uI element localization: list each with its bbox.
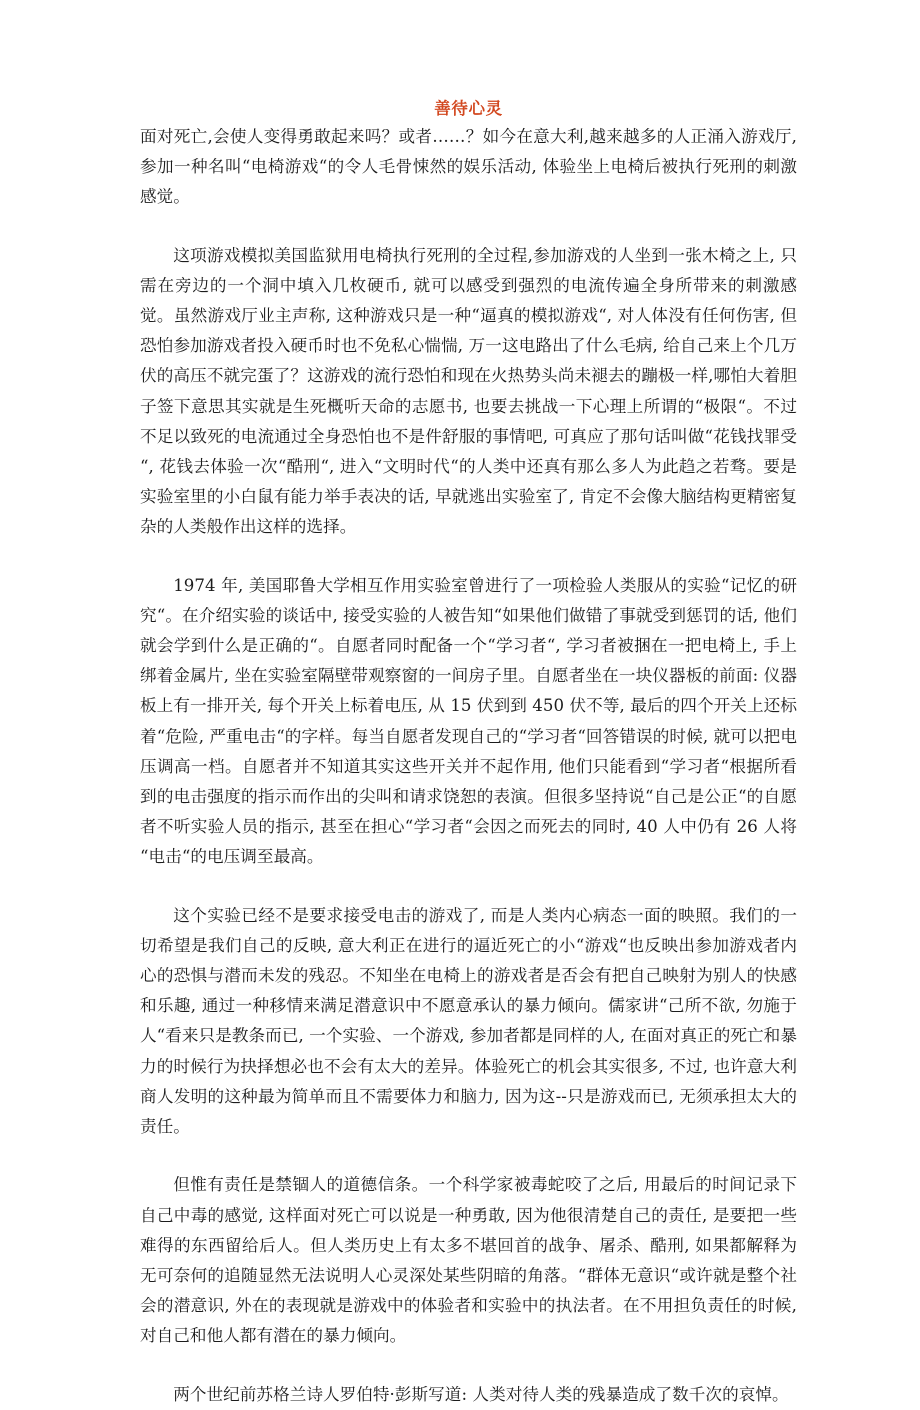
paragraph-4: 这个实验已经不是要求接受电击的游戏了, 而是人类内心病态一面的映照。我们的一切希望是我们自己的反映, 意大利正在进行的逼近死亡的小“游戏“也反映出参加游戏者内心的恐惧与潜而未发的残忍。不知坐在电椅上的游戏者是否会有把自己映射为别人的快感和乐趣, 通过一种移情来满足潜意识中不愿意承认的暴力倾向。儒家讲“己所不欲, 勿施于人“看来只是教条而已, 一个实验、一个游戏, 参加者都是同样的人, 在面对真正的死亡和暴力的时候行为抉择想必也不会有太大的差异。体验死亡的机会其实很多, 不过, 也许意大利商人发明的这种最为简单而且不需要体力和脑力, 因为这--只是游戏而已, 无须承担太大的责任。 bbox=[140, 905, 797, 1137]
paragraph-2: 这项游戏模拟美国监狱用电椅执行死刑的全过程,参加游戏的人坐到一张木椅之上, 只需在旁边的一个洞中填入几枚硬币, 就可以感受到强烈的电流传遍全身所带来的刺激感觉。虽然游戏厅业主声称, 这种游戏只是一种“逼真的模拟游戏“, 对人体没有任何伤害, 但恐怕参加游戏者投入硬币时也不免私心惴惴, 万一这电路出了什么毛病, 给自己来上个几万伏的高压不就完蛋了？这游戏的流行恐怕和现在火热势头尚未褪去的蹦极一样,哪怕大着胆子签下意思其实就是生死概听天命的志愿书, 也要去挑战一下心理上所谓的“极限“。不过不足以致死的电流通过全身恐怕也不是件舒服的事情吧, 可真应了那句话叫做“花钱找罪受“, 花钱去体验一次“酷刑“, 进入“文明时代“的人类中还真有那么多人为此趋之若骛。要是实验室里的小白鼠有能力举手表决的话, 早就逃出实验室了, 肯定不会像大脑结构更精密复杂的人类般作出这样的选择。 bbox=[140, 245, 797, 537]
paragraph-5: 但惟有责任是禁锢人的道德信条。一个科学家被毒蛇咬了之后, 用最后的时间记录下自己中毒的感觉, 这样面对死亡可以说是一种勇敢, 因为他很清楚自己的责任, 是要把一些难得的东西留给后人。但人类历史上有太多不堪回首的战争、屠杀、酷刑, 如果都解释为无可奈何的追随显然无法说明人心灵深处某些阴暗的角落。“群体无意识“或许就是整个社会的潜意识, 外在的表现就是游戏中的体验者和实验中的执法者。在不用担负责任的时候, 对自己和他人都有潜在的暴力倾向。 bbox=[140, 1175, 797, 1346]
paragraph-3: 1974 年, 美国耶鲁大学相互作用实验室曾进行了一项检验人类服从的实验“记忆的研究“。在介绍实验的谈话中, 接受实验的人被告知“如果他们做错了事就受到惩罚的话, 他们就会学到什么是正确的“。自愿者同时配备一个“学习者“, 学习者被捆在一把电椅上, 手上绑着金属片, 坐在实验室隔壁带观察窗的一间房子里。自愿者坐在一块仪器板的前面: 仪器板上有一排开关, 每个开关上标着电压, 从 15 伏到到 450 伏不等, 最后的四个开关上还标着“危险, 严重电击“的字样。每当自愿者发现自己的“学习者“回答错误的时候, 就可以把电压调高一档。自愿者并不知道其实这些开关并不起作用, 他们只能看到“学习者“根据所看到的电击强度的指示而作出的尖叫和请求饶恕的表演。但很多坚持说“自己是公正“的自愿者不听实验人员的指示, 甚至在担心“学习者“会因之而死去的同时, 40 人中仍有 26 人将“电击“的电压调至最高。 bbox=[140, 575, 797, 867]
paragraph-1: 面对死亡,会使人变得勇敢起来吗？或者……？如今在意大利,越来越多的人正涌入游戏厅,参加一种名叫“电椅游戏“的令人毛骨悚然的娱乐活动, 体验坐上电椅后被执行死刑的刺激感觉。 bbox=[140, 127, 797, 207]
document-content bbox=[140, 98, 797, 1410]
paragraph-6: 两个世纪前苏格兰诗人罗伯特·彭斯写道: 人类对待人类的残暴造成了数千次的哀悼。 bbox=[173, 1384, 789, 1404]
page-title: 善待心灵 bbox=[434, 99, 503, 118]
